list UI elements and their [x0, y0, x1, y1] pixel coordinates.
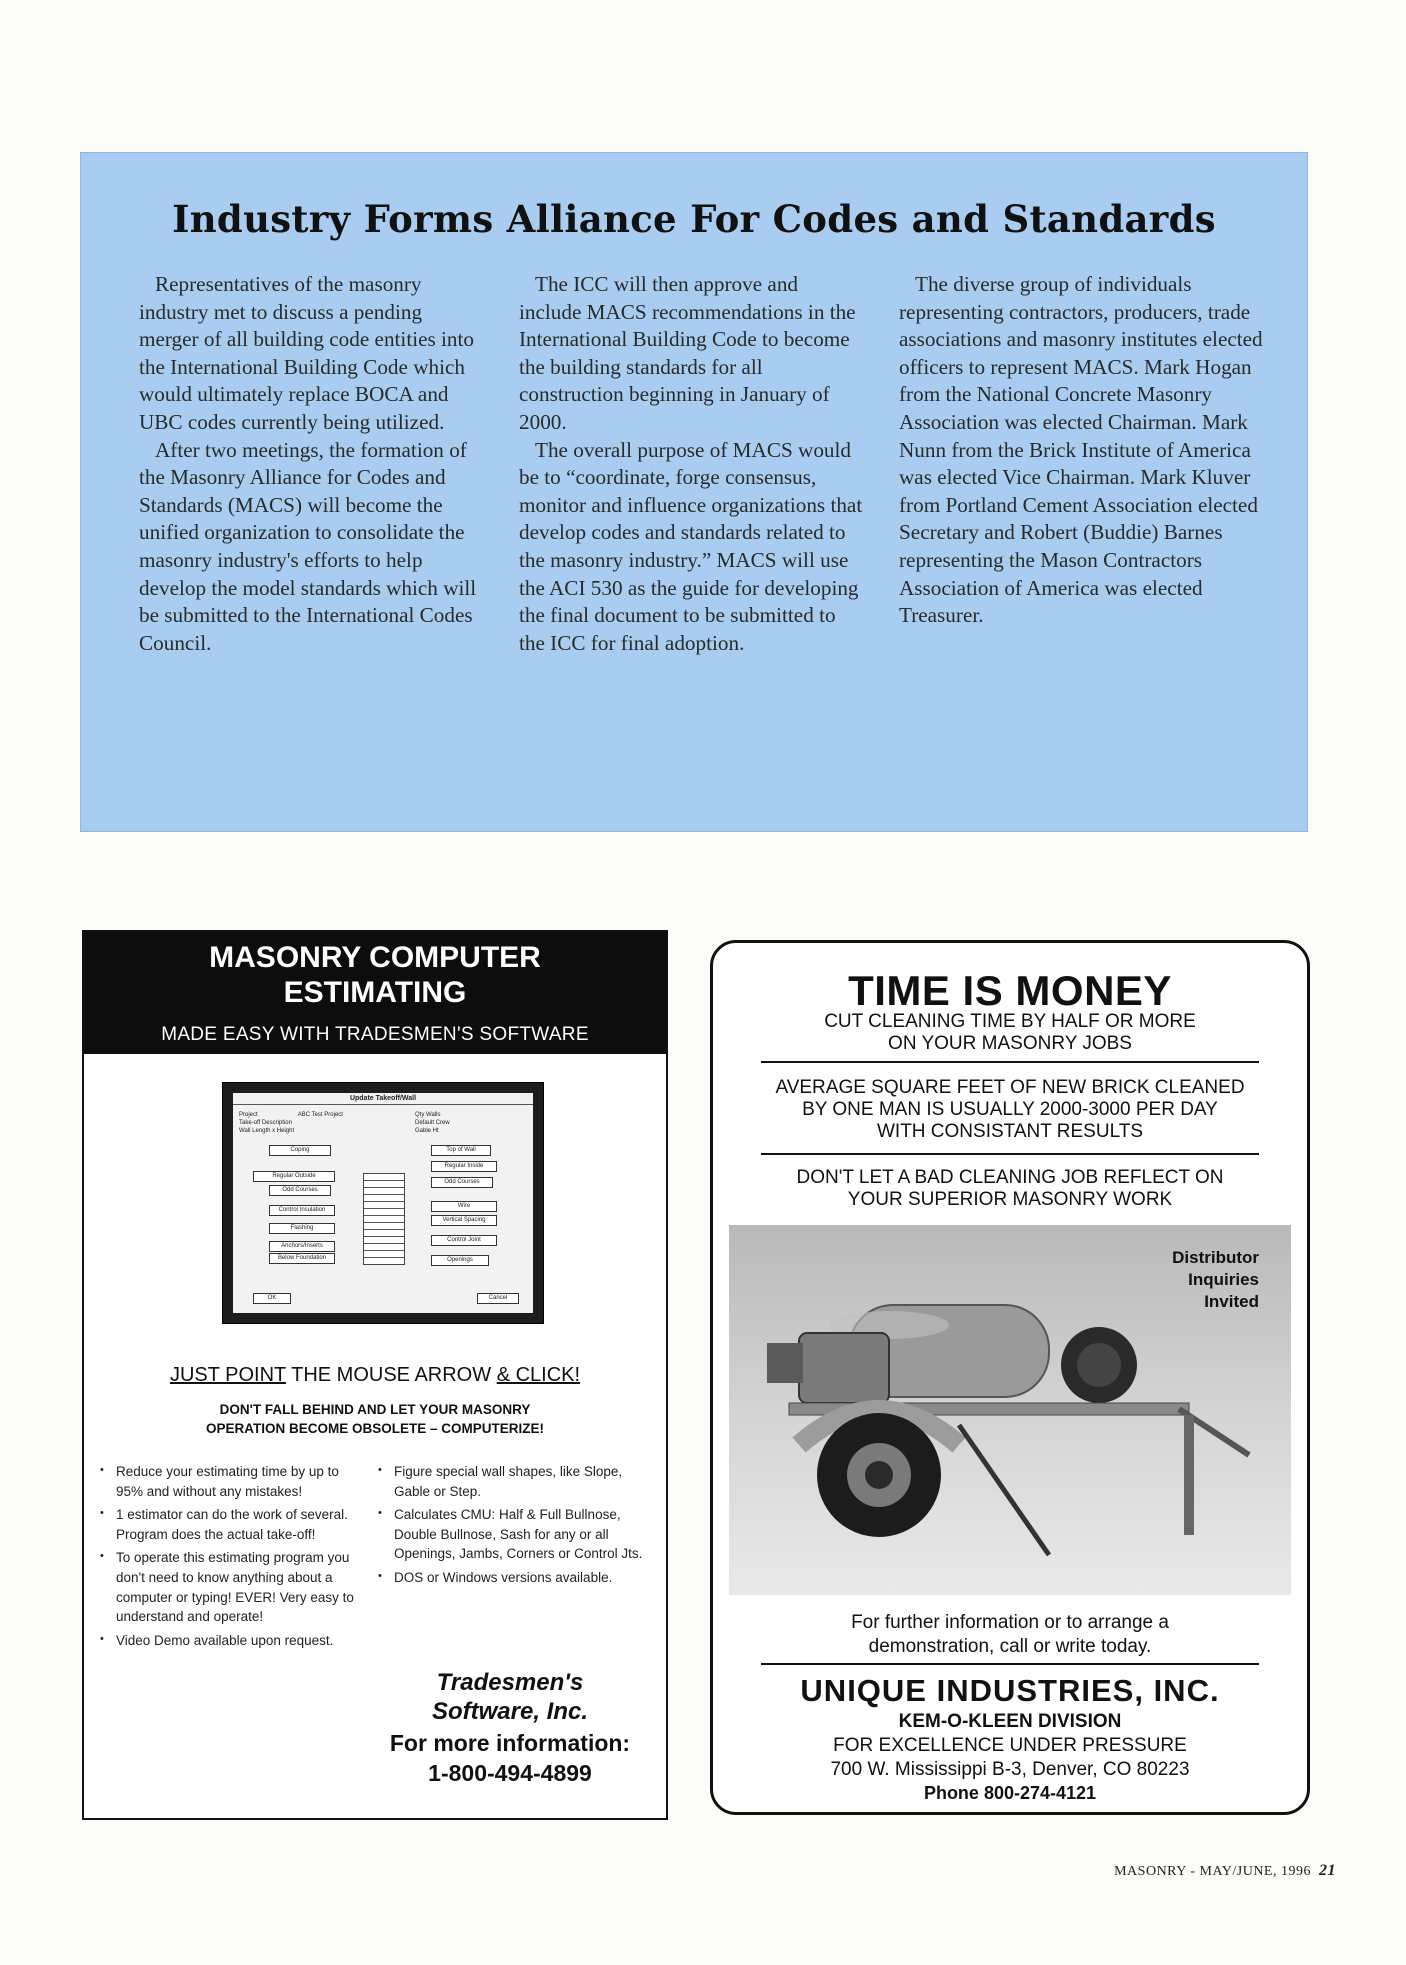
ad-title-line: MASONRY COMPUTER: [209, 941, 541, 974]
average-claim: [713, 1077, 1307, 1143]
article-box: [80, 152, 1308, 832]
warning-claim: [713, 1167, 1307, 1211]
distributor-line: Invited: [1204, 1292, 1259, 1311]
screen-button: Coping: [269, 1145, 331, 1156]
company-phone: Phone 800-274-4121: [923, 1783, 1097, 1803]
field-label: Qty Walls: [415, 1112, 441, 1118]
window-title: Update Takeoff/Wall: [233, 1095, 533, 1105]
screen-button: Top of Wall: [431, 1145, 491, 1156]
warning-line: OPERATION BECOME OBSOLETE – COMPUTERIZE!: [205, 1421, 545, 1436]
paragraph: The diverse group of individuals representing contractors, producers, trade associations and masonry institutes elected officers to represent MACS. Mark Hogan from the National Concrete Masonry Association was elected Chairman. Mark Nunn from the Brick Institute of America was elected Vice Chairman. Mark Kluver from Portland Cement Association elected Secretary and Robert (Buddie) Barnes representing the Mason Contractors Association of America was elected Treasurer.: [899, 272, 1263, 628]
ad-subtitle: MADE EASY WITH TRADESMEN'S SOFTWARE: [161, 1024, 589, 1045]
brand-line: Software, Inc.: [431, 1698, 589, 1725]
claim-line: BY ONE MAN IS USUALLY 2000-3000 PER DAY: [802, 1099, 1218, 1120]
screen-button: Wire: [431, 1201, 497, 1212]
claim-line: YOUR SUPERIOR MASONRY WORK: [847, 1189, 1173, 1210]
field-label: Wall Length x Height: [239, 1128, 295, 1134]
software-screenshot: [222, 1082, 544, 1324]
brand-line: Tradesmen's: [436, 1669, 584, 1696]
more-info-label: For more information:: [389, 1730, 631, 1756]
screen-button: Control Joint: [431, 1235, 497, 1246]
feature-list-right: [382, 1462, 644, 1592]
screen-button: Control Insulation: [269, 1205, 335, 1216]
company-address: 700 W. Mississippi B-3, Denver, CO 80223: [830, 1759, 1190, 1780]
phone-number: 1-800-494-4899: [428, 1760, 592, 1786]
screen-button: Flashing: [269, 1223, 335, 1234]
paragraph: Representatives of the masonry industry met to discuss a pending merger of all building code entities into the International Building Code which would ultimately replace BOCA and UBC codes currently being utilized.: [139, 272, 474, 434]
ad-title-line: ESTIMATING: [283, 976, 467, 1009]
further-line: demonstration, call or write today.: [868, 1636, 1152, 1657]
field-label: Gable Ht: [415, 1128, 439, 1134]
article-column-1: [139, 271, 484, 657]
list-item: • DOS or Windows versions available.: [382, 1568, 644, 1588]
subheadline-line: ON YOUR MASONRY JOBS: [888, 1033, 1132, 1054]
claim-line: DON'T LET A BAD CLEANING JOB REFLECT ON: [796, 1167, 1224, 1188]
screen-cancel-button: Cancel: [477, 1293, 519, 1304]
claim-line: AVERAGE SQUARE FEET OF NEW BRICK CLEANED: [775, 1077, 1245, 1098]
tradesmen-software-ad: [82, 930, 668, 1820]
field-label: Project: [239, 1112, 258, 1118]
warning-text: [84, 1400, 666, 1438]
screen-button: Below Foundation: [269, 1253, 335, 1264]
distributor-note: [1172, 1247, 1259, 1313]
ad-subheadline: [713, 1011, 1307, 1055]
unique-industries-ad: [710, 940, 1310, 1815]
further-line: For further information or to arrange a: [851, 1612, 1169, 1633]
division-name: KEM-O-KLEEN DIVISION: [898, 1711, 1122, 1732]
point-prefix: JUST POINT: [169, 1364, 286, 1386]
screen-button: Odd Courses: [431, 1177, 493, 1188]
form-fields-right: [415, 1111, 450, 1135]
paragraph: The overall purpose of MACS would be to “coordinate, forge consensus, monitor and influence organizations that develop codes and standards related to the masonry industry.” MACS will use the ACI 530 as the guide for developing the final document to be submitted to the ICC for final adoption.: [519, 437, 863, 655]
list-item: • Reduce your estimating time by up to 95% and without any mistakes!: [104, 1462, 354, 1501]
distributor-line: Inquiries: [1188, 1270, 1259, 1289]
list-item: • Figure special wall shapes, like Slope, Gable or Step.: [382, 1462, 644, 1501]
wall-diagram: [363, 1173, 405, 1265]
divider: [761, 1061, 1259, 1063]
field-label: Default Crew: [415, 1120, 450, 1126]
distributor-line: Distributor: [1172, 1248, 1259, 1267]
point-and-click-line: [84, 1364, 666, 1387]
paragraph: After two meetings, the formation of the Masonry Alliance for Codes and Standards (MACS) will become the unified organization to consolidate the masonry industry's efforts to help develop the model standards which will be submitted to the International Codes Council.: [139, 437, 477, 655]
screen-button: Vertical Spacing: [431, 1215, 497, 1226]
form-fields-left: [239, 1111, 343, 1135]
screen-button: Openings: [431, 1255, 489, 1266]
list-item: • Video Demo available upon request.: [104, 1631, 354, 1651]
article-column-2: [519, 271, 864, 657]
screen-button: Regular Inside: [431, 1161, 497, 1172]
article-title: Industry Forms Alliance For Codes and Standards: [172, 197, 1216, 241]
contact-info: [370, 1728, 650, 1788]
company-slogan: FOR EXCELLENCE UNDER PRESSURE: [833, 1735, 1187, 1756]
page-number: 21: [1319, 1862, 1336, 1879]
field-label: Take-off Description: [239, 1120, 292, 1126]
ad-title: [84, 940, 666, 1010]
list-item: • To operate this estimating program you don't need to know anything about a computer or typing! EVER! Very easy to understand and operate!: [104, 1548, 354, 1626]
field-value: ABC Test Project: [297, 1112, 343, 1118]
brand-name: [370, 1668, 650, 1726]
company-name: UNIQUE INDUSTRIES, INC.: [800, 1673, 1220, 1708]
screen-ok-button: OK: [253, 1293, 291, 1304]
subheadline-line: CUT CLEANING TIME BY HALF OR MORE: [824, 1011, 1196, 1032]
list-item: • Calculates CMU: Half & Full Bullnose, Double Bullnose, Sash for any or all Openings, Jambs, Corners or Control Jts.: [382, 1505, 644, 1564]
screen-button: Odd Courses: [269, 1185, 331, 1196]
point-suffix: & CLICK!: [496, 1364, 581, 1386]
screen-button: Anchors/Inserts: [269, 1241, 335, 1252]
paragraph: The ICC will then approve and include MACS recommendations in the International Building Code to become the building standards for all construction beginning in January of 2000.: [519, 272, 856, 434]
ad-header: [84, 932, 666, 1054]
feature-list-left: [104, 1462, 354, 1654]
divider: [761, 1153, 1259, 1155]
list-item: • 1 estimator can do the work of several. Program does the actual take-off!: [104, 1505, 354, 1544]
warning-line: DON'T FALL BEHIND AND LET YOUR MASONRY: [219, 1402, 531, 1417]
further-info: [713, 1611, 1307, 1659]
page-footer: [1114, 1862, 1336, 1880]
claim-line: WITH CONSISTANT RESULTS: [876, 1121, 1144, 1142]
masthead: MASONRY - MAY/JUNE, 1996: [1114, 1864, 1311, 1879]
ad-headline: TIME IS MONEY: [848, 967, 1172, 1014]
point-middle: THE MOUSE ARROW: [291, 1364, 492, 1386]
pressure-washer-photo: [729, 1225, 1291, 1595]
article-column-3: [899, 271, 1269, 630]
software-window: [233, 1093, 533, 1313]
screen-button: Regular Outside: [253, 1171, 335, 1182]
divider: [761, 1663, 1259, 1665]
